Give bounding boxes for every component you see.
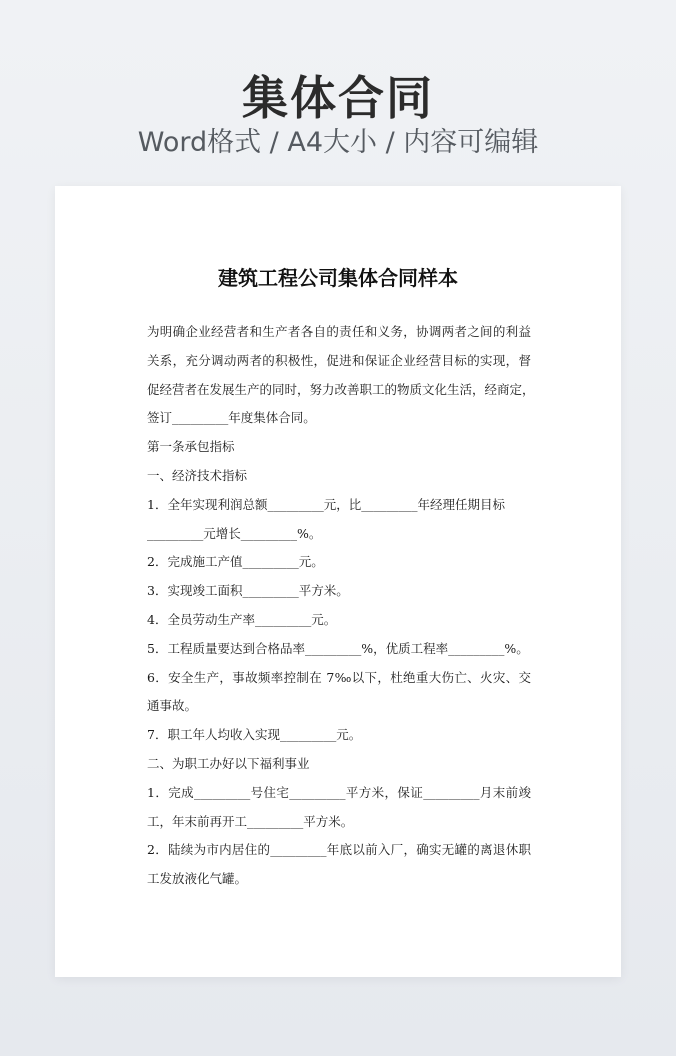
- page-subtitle: Word格式 / A4大小 / 内容可编辑: [137, 127, 539, 158]
- paragraph-line: 关系，充分调动两者的积极性，促进和保证企业经营目标的实现，督: [147, 352, 531, 368]
- document-page: [55, 186, 621, 977]
- list-item: 3．实现竣工面积_________平方米。: [147, 583, 349, 599]
- section-heading: 二、为职工办好以下福利事业: [147, 755, 310, 771]
- paragraph-line: 签订_________年度集体合同。: [147, 410, 316, 426]
- list-item: 5．工程质量要达到合格品率_________%，优质工程率_________%。: [147, 640, 529, 656]
- list-item: 1．全年实现利润总额_________元，比_________年经理任期目标: [147, 496, 505, 512]
- list-item: 4．全员劳动生产率_________元。: [147, 611, 337, 627]
- list-item: 7．职工年人均收入实现_________元。: [147, 727, 362, 743]
- list-item: 2．陆续为市内居住的_________年底以前入厂，确实无罐的离退休职: [147, 842, 531, 858]
- document-title: 建筑工程公司集体合同样本: [218, 266, 458, 290]
- page-title: 集体合同: [242, 71, 434, 125]
- list-item-continuation: 通事故。: [147, 698, 198, 714]
- paragraph-line: 为明确企业经营者和生产者各自的责任和义务，协调两者之间的利益: [147, 324, 531, 339]
- list-item-continuation: 工发放液化气罐。: [147, 871, 248, 887]
- list-item-continuation: 工，年末前再开工_________平方米。: [147, 813, 354, 829]
- paragraph-line: 促经营者在发展生产的同时，努力改善职工的物质文化生活，经商定，: [147, 381, 535, 397]
- list-item: 2．完成施工产值_________元。: [147, 554, 324, 570]
- list-item: 6．安全生产，事故频率控制在 7‰以下，杜绝重大伤亡、火灾、交: [147, 669, 531, 685]
- list-item: 1．完成_________号住宅_________平方米，保证_________月末前竣: [147, 784, 531, 800]
- section-heading: 一、经济技术指标: [147, 467, 248, 483]
- article-heading: 第一条承包指标: [147, 439, 235, 455]
- list-item-continuation: _________元增长_________%。: [147, 525, 322, 541]
- document-body: [147, 318, 535, 894]
